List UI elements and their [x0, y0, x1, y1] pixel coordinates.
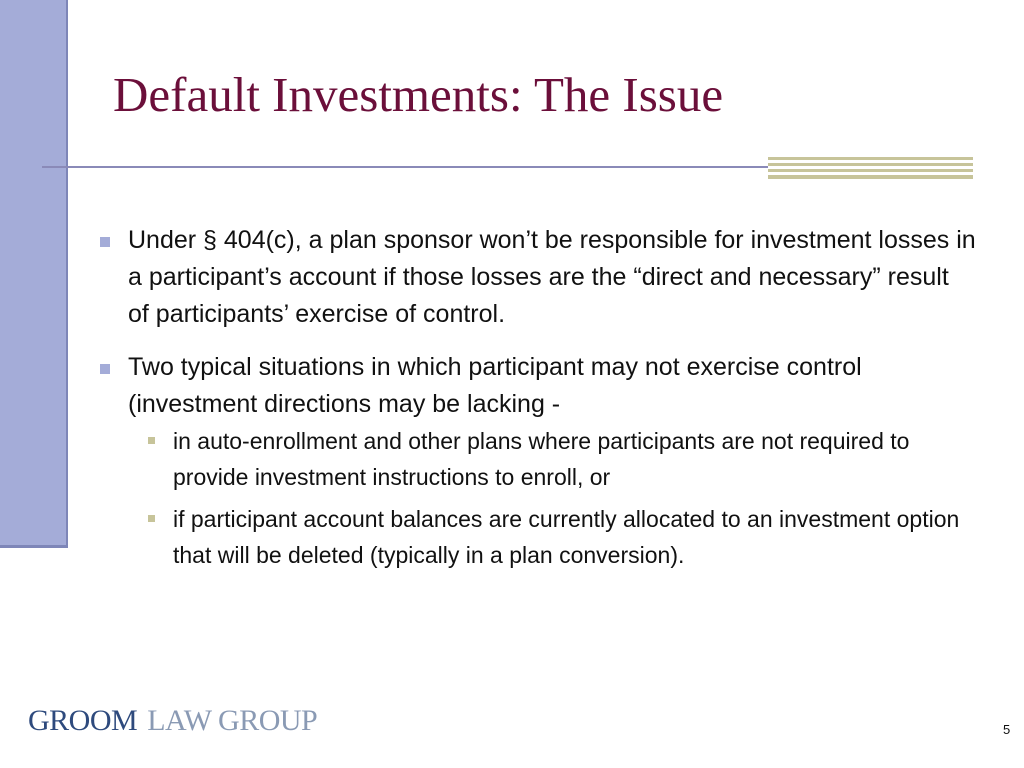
square-sub-bullet-icon — [148, 515, 155, 522]
company-logo — [28, 704, 317, 738]
sub-bullet-text: in auto-enrollment and other plans where participants are not required to provide investment instructions to enroll, or — [173, 428, 910, 490]
sub-bullet-item — [96, 423, 976, 495]
bullet-text: Two typical situations in which participant may not exercise control (investment directions may be lacking - — [128, 353, 862, 418]
accent-stripe — [768, 172, 973, 175]
square-sub-bullet-icon — [148, 437, 155, 444]
accent-stripe — [768, 160, 973, 163]
left-accent-bar — [0, 0, 68, 548]
bullet-text: Under § 404(c), a plan sponsor won’t be responsible for investment losses in a participant’s account if those losses are the “direct and necessary” result of participants’ exercise of control. — [128, 226, 976, 328]
logo-firm-name: GROOM — [28, 704, 138, 737]
accent-bar — [768, 157, 973, 179]
sub-bullet-item — [96, 501, 976, 573]
page-number: 5 — [1003, 722, 1011, 737]
logo-suffix: LAW GROUP — [147, 704, 318, 737]
sub-bullet-text: if participant account balances are currently allocated to an investment option that will be deleted (typically in a plan conversion). — [173, 506, 960, 568]
bullet-item — [96, 349, 976, 423]
square-bullet-icon — [100, 237, 110, 247]
accent-stripe — [768, 166, 973, 169]
bullet-item — [96, 222, 976, 333]
slide-content — [96, 222, 976, 573]
slide-title: Default Investments: The Issue — [113, 67, 724, 122]
square-bullet-icon — [100, 364, 110, 374]
title-rule — [42, 166, 774, 168]
sub-bullet-list — [96, 423, 976, 573]
